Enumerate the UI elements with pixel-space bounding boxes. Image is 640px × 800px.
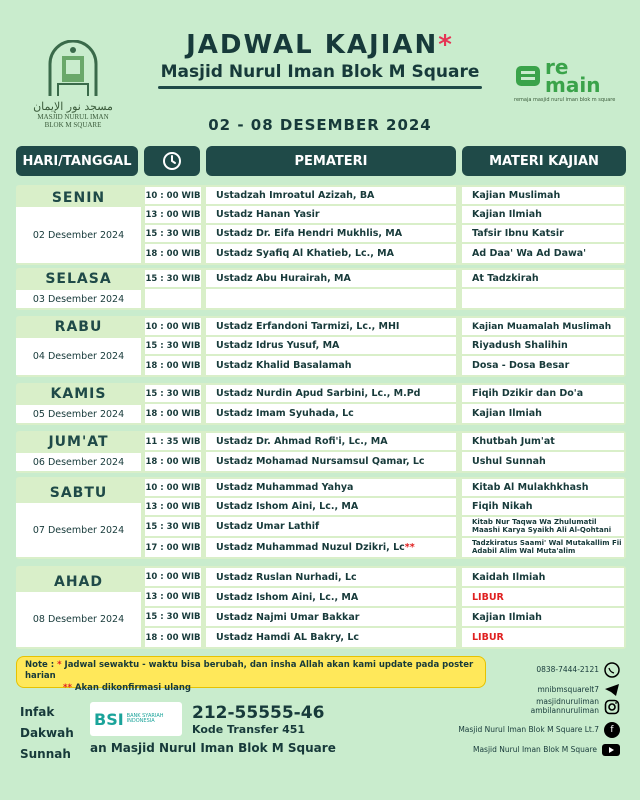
- speaker-cell: Ustadz Mohamad Nursamsul Qamar, Lc: [206, 452, 456, 471]
- day-date: 03 Desember 2024: [16, 290, 141, 308]
- empty-cell: [145, 289, 201, 308]
- day-date: 07 Desember 2024: [16, 503, 141, 557]
- day-block-sabtu: [16, 477, 626, 559]
- time-cell: 15 : 30 WIB: [145, 270, 201, 287]
- title-asterisk: *: [438, 30, 454, 60]
- contact-instagram[interactable]: masjidnuruliman ambilannuruliman: [531, 698, 620, 715]
- material-cell: Tadzkiratus Saami' Wal Mutakallim Fii Adabil Alim Wal Muta'alim: [462, 538, 624, 557]
- date-range: 02 - 08 DESEMBER 2024: [208, 116, 432, 134]
- speaker-cell: Ustadz Nurdin Apud Sarbini, Lc., M.Pd: [206, 385, 456, 402]
- speaker-cell: Ustadz Muhammad Nuzul Dzikri, Lc **: [206, 538, 456, 557]
- speaker-asterisks: **: [404, 542, 415, 553]
- speaker-cell: Ustadz Abu Hurairah, MA: [206, 270, 456, 287]
- material-cell: Khutbah Jum'at: [462, 433, 624, 450]
- mosque-logo-line1: MASJID NURUL IMAN: [37, 113, 109, 121]
- note-box: Note : * Jadwal sewaktu - waktu bisa berubah, dan insha Allah akan kami update pada poster harian ** Akan dikonfirmasi ulang: [16, 656, 486, 688]
- material-cell: Kajian Muslimah: [462, 187, 624, 204]
- speaker-cell: Ustadz Ishom Aini, Lc., MA: [206, 588, 456, 606]
- material-cell: Tafsir Ibnu Katsir: [462, 225, 624, 242]
- empty-cell: [462, 289, 624, 308]
- time-cell: 15 : 30 WIB: [145, 385, 201, 402]
- contact-youtube[interactable]: Masjid Nurul Iman Blok M Square: [473, 743, 620, 757]
- whatsapp-icon: [604, 662, 620, 678]
- time-cell: 10 : 00 WIB: [145, 479, 201, 496]
- material-cell: Fiqih Dzikir dan Do'a: [462, 385, 624, 402]
- material-cell: Riyadush Shalihin: [462, 337, 624, 354]
- remain-word-top: re: [545, 55, 569, 79]
- day-block-selasa: [16, 268, 626, 310]
- remain-tagline: remaja masjid nurul iman blok m square: [514, 97, 616, 103]
- time-cell: 18 : 00 WIB: [145, 404, 201, 423]
- speaker-cell: Ustadz Khalid Basalamah: [206, 356, 456, 375]
- telegram-icon: [604, 682, 620, 698]
- day-block-senin: [16, 185, 626, 265]
- contact-facebook[interactable]: Masjid Nurul Iman Blok M Square Lt.7 f: [458, 722, 620, 738]
- header-day: HARI/TANGGAL: [16, 146, 138, 176]
- remain-logo-icon: [514, 62, 542, 90]
- bsi-logo-text: BSI: [94, 709, 124, 729]
- speaker-cell: Ustadz Dr. Eifa Hendri Mukhlis, MA: [206, 225, 456, 242]
- time-cell: 10 : 00 WIB: [145, 318, 201, 335]
- material-cell: Ushul Sunnah: [462, 452, 624, 471]
- day-name: SABTU: [49, 485, 108, 501]
- speaker-cell: Ustadz Hanan Yasir: [206, 206, 456, 223]
- remain-word-bottom: main: [545, 73, 601, 97]
- day-date: 04 Desember 2024: [16, 338, 141, 375]
- speaker-cell: Ustadz Erfandoni Tarmizi, Lc., MHI: [206, 318, 456, 335]
- material-cell: Dosa - Dosa Besar: [462, 356, 624, 375]
- header-material: MATERI KAJIAN: [462, 146, 626, 176]
- speaker-cell: Ustadz Umar Lathif: [206, 517, 456, 536]
- account-name: an Masjid Nurul Iman Blok M Square: [90, 741, 336, 755]
- material-cell: At Tadzkirah: [462, 270, 624, 287]
- time-cell: 15 : 30 WIB: [145, 337, 201, 354]
- day-block-ahad: [16, 566, 626, 649]
- instagram-icon: [604, 699, 620, 715]
- speaker-cell: Ustadz Syafiq Al Khatieb, Lc., MA: [206, 244, 456, 263]
- speaker-cell: Ustadz Imam Syuhada, Lc: [206, 404, 456, 423]
- day-block-rabu: [16, 316, 626, 377]
- time-cell: 15 : 30 WIB: [145, 608, 201, 626]
- material-cell: Kajian Muamalah Muslimah: [462, 318, 624, 335]
- material-cell: Kaidah Ilmiah: [462, 568, 624, 586]
- time-cell: 18 : 00 WIB: [145, 628, 201, 647]
- time-cell: 15 : 30 WIB: [145, 225, 201, 242]
- speaker-cell: Ustadz Ishom Aini, Lc., MA: [206, 498, 456, 515]
- mosque-logo-icon: [38, 40, 108, 98]
- day-name: RABU: [54, 319, 103, 335]
- contact-telegram[interactable]: mnibmsquarelt7: [537, 682, 620, 698]
- speaker-cell: Ustadzah Imroatul Azizah, BA: [206, 187, 456, 204]
- day-name: AHAD: [53, 574, 103, 590]
- material-cell-libur: LIBUR: [462, 588, 624, 606]
- speaker-cell: Ustadz Najmi Umar Bakkar: [206, 608, 456, 626]
- material-cell: Kajian Ilmiah: [462, 404, 624, 423]
- day-name: KAMIS: [50, 386, 107, 402]
- time-cell: 10 : 00 WIB: [145, 568, 201, 586]
- mosque-arabic-name: مسجد نور الإيمان: [33, 100, 113, 113]
- title-block: [150, 30, 490, 89]
- page-subtitle: Masjid Nurul Iman Blok M Square: [160, 62, 480, 82]
- title-divider: [158, 86, 482, 89]
- time-cell: 18 : 00 WIB: [145, 244, 201, 263]
- speaker-cell: Ustadz Dr. Ahmad Rofi'i, Lc., MA: [206, 433, 456, 450]
- material-cell: Kitab Al Mulakhkhash: [462, 479, 624, 496]
- empty-cell: [206, 289, 456, 308]
- material-cell: Fiqih Nikah: [462, 498, 624, 515]
- material-cell: Kitab Nur Taqwa Wa Zhulumatil Maashi Karya Syaikh Ali Al-Qohtani: [462, 517, 624, 536]
- speaker-cell: Ustadz Hamdi AL Bakry, Lc: [206, 628, 456, 647]
- material-cell: Kajian Ilmiah: [462, 206, 624, 223]
- day-date: 06 Desember 2024: [16, 453, 141, 471]
- note-label: Note :: [25, 660, 55, 670]
- mosque-logo-line2: BLOK M SQUARE: [44, 121, 102, 130]
- day-name: SELASA: [45, 271, 112, 287]
- page-title: JADWAL KAJIAN*: [186, 30, 454, 60]
- speaker-cell: Ustadz Ruslan Nurhadi, Lc: [206, 568, 456, 586]
- time-cell: 13 : 00 WIB: [145, 588, 201, 606]
- material-cell: Ad Daa' Wa Ad Dawa': [462, 244, 624, 263]
- contact-whatsapp[interactable]: 0838-7444-2121: [536, 662, 620, 678]
- material-cell: Kajian Ilmiah: [462, 608, 624, 626]
- time-cell: 11 : 35 WIB: [145, 433, 201, 450]
- day-name: SENIN: [51, 190, 106, 206]
- speaker-cell: Ustadz Muhammad Yahya: [206, 479, 456, 496]
- material-cell-libur: LIBUR: [462, 628, 624, 647]
- speaker-cell: Ustadz Idrus Yusuf, MA: [206, 337, 456, 354]
- header-time: [144, 146, 200, 176]
- time-cell: 15 : 30 WIB: [145, 517, 201, 536]
- mosque-logo: [18, 40, 128, 129]
- time-cell: 10 : 00 WIB: [145, 187, 201, 204]
- day-date: 05 Desember 2024: [16, 405, 141, 423]
- note-line2: Akan dikonfirmasi ulang: [74, 682, 192, 693]
- remain-logo: [514, 55, 624, 103]
- header-speaker: PEMATERI: [206, 146, 456, 176]
- note-line1: Jadwal sewaktu - waktu bisa berubah, dan insha Allah akan kami update pada poster harian: [25, 660, 474, 682]
- youtube-icon: [602, 743, 620, 757]
- time-cell: 17 : 00 WIB: [145, 538, 201, 557]
- transfer-code: Kode Transfer 451: [192, 723, 306, 736]
- day-date: 08 Desember 2024: [16, 592, 141, 647]
- time-cell: 13 : 00 WIB: [145, 498, 201, 515]
- facebook-icon: f: [604, 722, 620, 738]
- clock-icon: [162, 151, 182, 171]
- account-number: 212-55555-46: [192, 703, 325, 723]
- donation-words: Infak Dakwah Sunnah: [20, 705, 74, 761]
- bsi-logo: BSI BANK SYARIAH INDONESIA: [90, 702, 182, 736]
- time-cell: 13 : 00 WIB: [145, 206, 201, 223]
- day-date: 02 Desember 2024: [16, 207, 141, 263]
- day-block-jumat: [16, 431, 626, 473]
- time-cell: 18 : 00 WIB: [145, 356, 201, 375]
- day-block-kamis: [16, 383, 626, 425]
- day-name: JUM'AT: [48, 434, 109, 450]
- time-cell: 18 : 00 WIB: [145, 452, 201, 471]
